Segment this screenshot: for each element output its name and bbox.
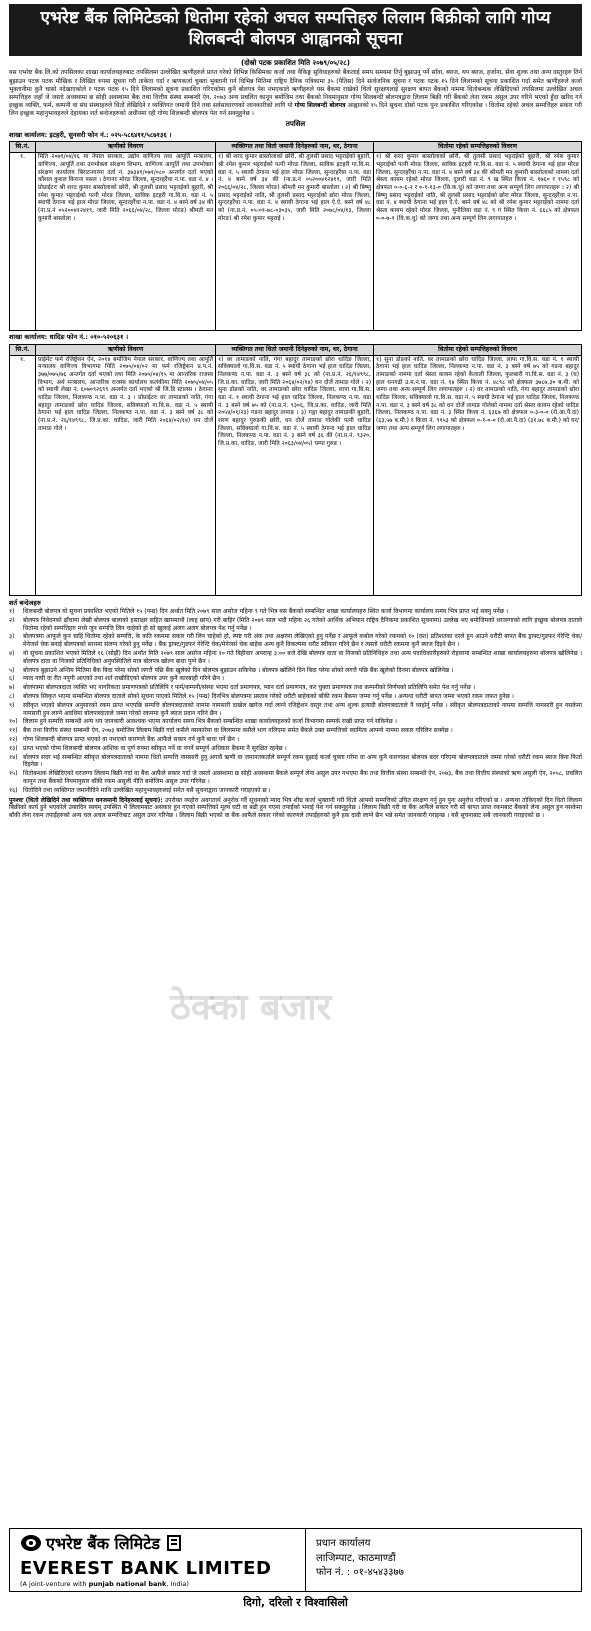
head-office-phone: फोन नं. : ०१-४५४३३७७ <box>316 1567 404 1578</box>
header-property: धितोमा रहेको सम्पत्तिहरुको विवरण <box>374 344 582 355</box>
condition-text: स्वीकृत भएको बोलपत्र अनुसारको रकम प्राप्त भएपछि सम्पत्ति बोलपत्रदाताको नाममा नामसारी दाखेल खारेज गर्दा लाग्ने रजिष्ट्रेशन दस्तुर तथा अन्य शुल्क इत्यादी बोलपत्रदाताले नै व्यहोर्नु पर्नेछ । स्वीकृत बोलपत्रदाताको नाममा सम्पत्ति नामसारी हुन नसकेमा नामसारी हुन लाग्ने अवधिमा बोलपत्रदाताले जम्मा गरेको रकममा कुनै ब्याज प्रदान गरिने छैन । <box>23 701 582 717</box>
condition-number: १६) <box>9 786 18 794</box>
header-borrower: ऋणीको विवरण <box>36 142 216 153</box>
condition-item <box>9 608 582 616</box>
condition-text: लिलाम हुने सम्पत्ति सम्बन्धी अन्य थप जानकारी आवश्यक भएमा कार्यालय समय भित्र बैंकको सम्बन्धित शाखा कार्यालयहरुको कर्जा विभागमा सम्पर्क राखी प्राप्त गर्न सकिनेछ । <box>23 718 397 726</box>
bank-name-nepali: एभरेष्ट बैंक लिमिटेड <box>46 1534 160 1554</box>
intro-bold-notice: गोप्य शिलबन्दी बोलपत्र <box>294 101 346 109</box>
condition-item <box>9 667 582 675</box>
borrower-details: मिति २०७९/०४/१६ मा नेपाल सरकार, उद्योग वाणिज्य तथा आपूर्ति मन्त्रालय, वाणिज्य, आपूर्ति तथा उपभोक्ता संरक्षण विभाग, वाणिज्य आपूर्ति तथा उपभोक्ता संरक्षण कार्यालय बिराटनगरमा दर्ता नं. ३७३४१/०७१/०८० अन्तर्गत दर्ता भएको कौशल कुशल किराना पसल । ठेगानाः मोरङ जिल्ला, सुन्दरहरैंचा न.पा. वडा नं. ४ । प्रोप्राईटरः श्री शरद कुमार बास्तोलाको छोरी, श्री तुलसी प्रसाद भट्टराईको बुहारी, श्री रमेश कुमार भट्टराईको पत्नी मोरङ जिल्ला, साविक इटहरी गा.वि.स. वडा नं. ५ स्थायी ठेगाना भई हाल मोरङ जिल्ला, सुन्दरहरैंचा न.पा. वडा नं. ४ बस्ने वर्ष ३४ की (ना.प्र.नं ०५२००४१२४१९, जारी मिति २०६६/०४/२८, जिल्ला मोरङ) श्रीमती मन कुमारी बास्तोला । <box>36 153 216 331</box>
header-property: धितोमा रहेको सम्पत्तिहरुको विवरण <box>374 142 582 153</box>
condition-number: १५) <box>9 770 18 778</box>
table-header-row <box>10 142 582 153</box>
condition-item <box>9 702 582 718</box>
condition-number: १३) <box>9 744 18 752</box>
property-table-dhading <box>9 344 582 596</box>
table-row <box>10 355 582 595</box>
condition-item <box>9 770 582 786</box>
head-office-info <box>306 1529 581 1591</box>
condition-item <box>9 787 582 795</box>
condition-number: ७) <box>9 684 15 692</box>
branch-office-line-dhading: शाखा कार्यालय: धादिङ फोन नं.: ०१०-५२०६३१ । <box>9 333 129 342</box>
condition-number: १) <box>9 608 15 616</box>
property-details: १) श्री शरद कुमार बास्तोलाको छोरी, श्री तुलसी प्रसाद भट्टराईको बुहारी, श्री रमेश कुमार भट्टराईको पत्नी मोरङ जिल्ला, साविक इटहरी गा.वि.स. वडा नं. ५ स्थायी ठेगाना भई हाल मोरङ जिल्ला, सुन्दरहरैंचा न.पा. वडा नं. ४ बस्ने वर्ष ३४ की श्रीमती मन कुमारी बास्तोलाको नाममा दर्ता श्रेस्ता कायम रहेको मोरङ जिल्ला, दुलारी वडा नं. ९ ख स्थित कित्ता नं. १७६० र १५९८ को क्षेत्रफल ०-०-६-२ र ०-१-१३-० (वि.क.धु) को जग्गा तथा अन्य सम्पूर्ण लिग लगापातहरु । २) श्री बिष्णु प्रसाद भट्टराईको नाति, श्री तुलसी प्रसाद भट्टराईको छोरा मोरङ जिल्ला, सुन्दरहरैंचा न.पा. वडा नं. ४ स्थायी ठेगाना भई हाल ऐ.ऐ. बस्ने वर्ष ४८ को श्री रमेश कुमार भट्टराईको नाममा दर्ता श्रेस्ता कायम रहेको मोरङ जिल्ला, मुनौलिया वडा नं. ९ ग स्थित कित्ता नं. ६६८५ को क्षेत्रफल ०-०-७-१ (वि.क.धु) को जग्गा तथा अन्य सम्पूर्ण लिग लगापातहरु । <box>374 153 582 331</box>
condition-item <box>9 754 582 770</box>
bank-logo-mark-icon <box>166 1534 182 1555</box>
condition-text: म्याद नाघी वा रीत नपुगी आएको तथा शर्त राखीदिएको बोलपत्र उपर कुनै कारबाही गरिने छैन । <box>23 675 225 683</box>
header-sn: सि.नं. <box>10 142 36 153</box>
conditions-list <box>9 608 582 795</box>
header-guarantor: व्यक्तिगत तथा धितो जमानी दिनेहरुको नाम, थर, ठेगाना <box>216 344 374 355</box>
condition-item <box>9 727 582 735</box>
condition-item <box>9 684 582 692</box>
header-borrower: ऋणीको विवरण <box>36 344 216 355</box>
table-row <box>10 153 582 331</box>
branch-office-line-itahari: शाखा कार्यालय: इटहरी, सुनसरी फोन नं.: ०२५-५८६४११/५८७१३६ । <box>9 130 172 139</box>
head-office-title: प्रधान कार्यालय <box>316 1538 371 1549</box>
condition-number: ४) <box>9 650 15 658</box>
bank-jv-line: (A joint-venture with punjab national bank, India) <box>20 1579 189 1588</box>
condition-text: यो सूचना प्रकाशित भएको मितिले १६ (सोह्रौं) दिन अर्थात मिति २०७९ साल असोज महिना १० गते बिहीवार अपरान्ह ३:०० बजे देखि बोलपत्र दाता वा निजको प्रतिनिधिहरु तथा अन्य पदाधिकारीहरुको रोहवरमा सम्बन्धित शाखा कार्यालयहरुमा बोलपत्र खोलिनेछ । बोलपत्र दाता वा निजको प्रतिनिधिको अनुपस्थितिले मात्र बोलपत्र खोल्न बाधा पुग्ने छैन । <box>23 650 582 665</box>
condition-item <box>9 675 582 683</box>
condition-text: शिलबन्दी बोलपत्र यो सूचना प्रकाशित भएको मितिले १५ (पन्ध्र) दिन अर्थात मिति २०७९ साल असोज महिना ९ गते भित्र यस बैंकको सम्बन्धित शाखा कार्यालयहरु स्थित कर्जा विभागमा कार्यालय समय भित्र प्राप्त भई सक्नु पर्नेछ । <box>23 608 509 616</box>
condition-number: १०) <box>9 718 18 726</box>
borrower-details: प्राईमेट फर्म रजिष्ट्रेशन ऐन, २०१४ बमोजिम नेपाल सरकार, वाणिज्य तथा आपूर्ति मन्त्रालय वाणिज्य विभागमा मिति २०७५/०४/०२ मा फर्म रजिष्ट्रेशन प्र.प.नं. ३७७/०७५/७६ अन्तर्गत दर्ता भएको तथा मिति २०७५/०४/१५ मा आन्तरिक राजस्व विभाग, अर्थ मन्त्रालय, आन्तरिक राजस्व कार्यालय कलंकीमा मिति २०७५/०४/०५ को स्थायी लेखा नं. ६०७०९२६९९ अन्तर्गत दर्ता भएको श्री जि.डि स्टालस । ठेगानाः धादिङ जिल्ला, निलकण्ठ न.पा. वडा नं. ३ । प्रोप्राईटरः वर तामाङको नाति, गंगा बहादुर तामाङको छोरा धादिङ जिल्ला, सविक्यालो गा.वि.स. वडा नं. ५ स्थायी ठेगाना भई हाल धादिङ जिल्ला, निलकण्ठ न.पा. वडा नं. ३ बस्ने वर्ष ३८ को (ना.प्र.नं. २६/१४९९८, जि.प्र.का. धादिङ, जारी मिति २०६४/०२/१४) धन दोर्जे तामाङ गोले । <box>36 355 216 595</box>
condition-item <box>9 736 582 744</box>
property-table-itahari <box>9 141 582 331</box>
bank-footer <box>9 1528 582 1592</box>
condition-text: प्राप्त भएको गोप्य शिलबन्दी बोलपत्र आंशिक वा पूर्ण रुपमा स्वीकृत गर्ने वा नगर्ने सम्पूर्ण अधिकार बैंकमा नै सुरक्षित रहनेछ । <box>23 744 287 752</box>
header-guarantor: व्यक्तिगत तथा धितो जमानी दिनेहरुको नाम, थर, ठेगाना <box>216 142 374 153</box>
bank-emblem-icon <box>20 1534 42 1555</box>
intro-text-2: आह्वानको १५ दिने सूचना दोस्रो पटक पुनः प्रकाशित गरिएकोछ । धितोमा रहेको अचल सम्पत्तिहरु सकार गरी लिन इच्छुक महानुभावहरुले देहायका शर्त बन्देजहरुको अधीनमा रही गोप्य शिलबन्दी बोलपत्र पेश गर्न सक्नुहुनेछ । <box>9 101 583 117</box>
condition-text: धितोदिने तथा व्यक्तिगत जमानीदिने माथि उल्लेखित महानुभावहरुलाई समेत यसै सूचनाद्वारा जानकारी गराइएको छ । <box>23 786 271 794</box>
row-sn: १. <box>10 153 36 331</box>
intro-text-1: यस एभरेष्ट बैंक लि.को तपसिलका शाखा कार्यालयहरुबाट तपसिलमा उल्लेखित ऋणीहरुले प्राप्त गरेको विभिन्न किसिमका कर्जा तथा वैकिङ्ग सुविधाहरुको बैंकलाई समय समयमा तिर्नु बुझाउनु पर्ने साँवा, ब्याज, थप ब्याज, हर्जाना, सेवा शुल्क तथा अन्य दस्तुरहरु तिर्न बुझाउन पटक पटक मौखिक र लिखित रुपमा सूचना गरी ताकेता गर्दा र ऋणकर्जा चुक्ता भुक्तानी गर्न विभिन्न मितिमा राष्ट्रिय दैनिक पत्रिकामा ३५ (पैतिस) दिने सार्वजनिक सूचना र पटक पटक १५ दिने लिलामको सूचना प्रकाशित गर्दा समेत ऋणीहरुले कर्जा भुक्तानीमा कुनै चासो नदेखाएकोले र पटक पटक १५ दिने लिलामको सूचना प्रकाशित गरिएकोमा कुनै बोलपत्र पेश नभएकाले ऋणीहरुले यस बैंकमा राखेको धितो सुरक्षणलाई सुरक्षण बापत बैंकको नाममा धितोबन्धक लेखिदिएको तपसिलमा उल्लेखित अचल सम्पत्तिहरु जहाँ जे जस्तो अवस्थामा छ सोही अवस्थामा बैंक तथा वित्तीय संस्था सम्बन्धी ऐन, २०७३ अन्य प्रचलित कानून बमोजिम तथा बैंकको नियमानुसार गोप्य शिलबन्दी बोलपत्रद्वारा लिलाम बिक्री गरी बैंकको लेना रकम असुल उपर गरिने भएको हुँदा खरिद गर्न इच्छुक व्यक्ति, फर्म, कम्पनी वा संघ संस्थाहरुले धितो लेखिदिने र व्यक्तिगत जमानी दिने तथा सर्वसाधारणको जानकारीको लागि यो <box>9 69 582 109</box>
condition-text: बोलपत्रमा आफूले कुन चाहिं धितोमा रहेको सम्पत्ति, के कति रकममा सकार गरी लिन चाहेको हो, स्पष्ट गरी अंक तथा अक्षरमा लेखिएको हुनु पर्नेछ र आफूले कबोल गरेको रकमको १० (दश) प्रतिशतका दरले हुन आउने धरौटी बापत बैंक ड्राफ्ट/गुडफर गेरेन्टि चेक/मेनेजर्स चेक बनाई बोलपत्रको साथमा संलग्न गरेको हुनु पर्नेछ । बैंक ड्राफ्ट/गुडफर गेरेन्टि चेक/मेनेजर्स चेक बाहेक अन्य कुनै विकल्पमा धरौट स्वीकार गरिने छैन र त्यस्तो धरौटी रकममा कुनै ब्याज दिइने छैन । <box>23 633 582 649</box>
row-sn: १. <box>10 355 36 595</box>
condition-item <box>9 650 582 666</box>
condition-number: ३) <box>9 633 15 641</box>
bank-logo <box>10 1529 306 1591</box>
head-office-address: लाजिम्पाट, काठमाण्डौं <box>316 1552 396 1564</box>
condition-item <box>9 718 582 726</box>
condition-number: ५) <box>9 666 15 674</box>
note-label: पुनश्चः (धितो लेखिदिने तथा व्यक्तिगत धनजमानी दिनेहरुलाई सूचना): <box>9 796 163 804</box>
note-text: उपरोक्त व्यहोरा अवगतार्थ अनुरोध गर्दै सूचनाको म्याद भित्र शीघ्र कर्जा भुक्तानी गरी धितो आफ्नो सम्पत्तिको उचित संरक्षण गर्नु हुन पुनः अनुरोध गरिएको छ । अन्यथा तोकिएको दिन धितो लिलाम बिक्रीको कार्य हुने भएकोले उक्तदिन स्वयम् उपस्थित भै लिलामबाट असकार हुन गएको सम्पत्तिको मूल्य घटी वा बढी हुन गएमा तपाईंको भनाई पेश गर्न सक्नुहुनेछ । लिलाम बिक्री गरी वा बैंक आफैंले सकार गरी सो बापत प्राप्त रकमबाट बैंकको लेना असुल हुन नसकेमा बाँकी लेना रकम तपाईंहरुको अन्य चल अचल सम्पत्तिबाट असुल उपर गरिनेछ । लिलाम बिक्री भएको वा बैंक आफैंले सकार गरेको कारणले तपाईंहरुको कुनै हक दावी लाग्ने छैन भन्ने समेत जानकारी गराइन्छ । यसै सूचनाबाट सबै जानकारी गराइएको छ । <box>9 796 582 820</box>
conditions-heading: शर्त बन्देजहरु <box>9 598 41 607</box>
header-sn: सि.नं. <box>10 344 36 355</box>
condition-number: ११) <box>9 727 18 735</box>
condition-item <box>9 745 582 753</box>
condition-number: १२) <box>9 735 18 743</box>
condition-text: धितोबन्धक लेखिदिएको धरजग्गा लिलाम बिक्री गर्दा वा बैंक आफैंले सकार गर्दा जे जस्तो अवस्थामा छ सोही अवस्थामा बैंकले सम्पूर्ण लेना असुल उपर नभएमा बैंक तथा वित्तीय संस्था सम्बन्धी ऐन, २०७३, बैंक तथा वित्तीय संस्थाको ऋण असुली ऐन, २०५८, प्रचलित कानून तथा बैंकको नियमानुसार बाँकी रकम असुली नीति बमोजिम असुल उपर गरिनेछ । <box>23 770 582 785</box>
condition-text: बोलपत्र निवेदनको ढाँचामा लेखी बोलपत्र बालाको हस्ताक्षर सहित खाममाथी (लाह छाप) गरी बाहिर (मिति २०७९ साल भदौ महिना २६ गतेको आर्थिक अभियान राष्ट्रिय दैनिकमा प्रकाशित सूचनामा) उल्लेख भए बमोजिमको धरजग्गाको लागि इच्छुक बोलपत्र दाताले धितोमा रहेको सम्पत्तिहरु मध्ये जुन सम्पत्ति लिन चाहेको हो सो खुलाई अलग अलग बोलपत्र पेश गर्नु पर्नेछ । <box>23 616 582 632</box>
notice-title <box>9 4 582 56</box>
condition-text: बोलपत्र सदर भई सम्बन्धित स्वीकृत बोलपत्रदाताको नाममा धितो सम्पत्ति नामसारी हुनु अगावै ऋणी वा जमानतकर्ताले सम्पूर्ण रकम बुझाई कर्जा चुक्ता गरेमा वा अन्य कुनै कारणवश बोलपत्र बदर गरिएमा बोलपत्रदाताले जम्मा गरेको धरौटी रकम ब्याज बिना फिर्ता दिइनेछ । <box>23 753 582 769</box>
title-line-1: एभरेष्ट बैंक लिमिटेडको धितोमा रहेको अचल सम्पत्तिहरु लिलाम बिक्रीको लागि गोप्य <box>40 8 551 28</box>
guarantor-details: १) श्री शरद कुमार बास्तोलाको छोरी, श्री तुलसी प्रसाद भट्टराईको बुहारी, श्री रमेश कुमार भट्टराईको पत्नी मोरङ जिल्ला, साविक इटहरी गा.वि.स. वडा नं. ५ स्थायी ठेगाना भई हाल मोरङ जिल्ला, सुन्दरहरैंचा न.पा. वडा नं. ४ बस्ने वर्ष ३४ की (ना.प्र.नं ०५२००४१२४१९, जारी मिति २०६६/०४/२८, जिल्ला मोरङ) श्रीमती मन कुमारी बास्तोला । २) श्री बिष्णु प्रसाद भट्टराईको नाति, श्री तुलसी प्रसाद भट्टराईको छोरा मोरङ जिल्ला, सुन्दरहरैंचा न.पा. वडा नं. ४ स्थायी ठेगाना भई हाल ऐ.ऐ. बस्ने वर्ष ४८ को (ना.प्र.नं. ०५-०१-७८-०३०३५, जारी मिति २०७८/०४/१३, जिल्ला मोरङ) श्री रमेश कुमार भट्टराई । <box>216 153 374 331</box>
bank-tagline: दिगो, दरिलो र विश्वासिलो <box>243 1596 348 1609</box>
condition-item <box>9 633 582 649</box>
bank-name-english: EVEREST BANK LIMITED <box>20 1557 272 1579</box>
condition-text: गोप्य शिलबन्दी बोलपत्र प्राप्त भएको वा नभएको कारणले बैंक आफैंले सकार गर्न कुनै बाधा पर्ने छैन । <box>23 735 240 743</box>
condition-number: ८) <box>9 693 15 700</box>
condition-text: बोलपत्र स्विकृत भएमा सम्बन्धित बोलपत्र दाताले सोको सूचना पाएको मितिले १५ (पन्ध्र) दिनभित्र बोलपत्रमा प्रस्ताव गरेको धरौटी बाहेकको बाँकी रकम बैंकमा जम्मा गर्नु पर्नेछ । अन्यथा धरौटी बापत जम्मा भएको रकम जफत हुनेछ । <box>23 693 514 700</box>
postscript-note <box>9 797 582 821</box>
condition-text: बोलपत्र बुझाउने अन्तिम मितिमा बैंक बिदा परेमा सोको लगत्तै पछि बैंक खुलेको दिन बोलपत्र बुझाउन सकिनेछ । बोलपत्र खोलिने दिन बिदा परेमा सोको लगत्तै पछि बैंक खुलेको दिनमा बोलपत्र खोलिनेछ । <box>23 666 454 674</box>
publish-date: (दोस्रो पटक प्रकाशित मिति २०७९/०५/२८) <box>241 58 350 67</box>
condition-text: बैंक तथा वित्तीय संस्था सम्बन्धी ऐन, २०७३ बमोजिम लिलाम बिक्री गर्दा कसैले नसकारेमा वा लिलाममा कसैले भाग नलिएमा समेत बैंकले उक्त सम्पत्तिको स्वामित्व आफ्नो नाममा सकार गरिलिन सक्नेछ । <box>23 727 453 735</box>
condition-number: ६) <box>9 675 15 683</box>
property-details: १) सुना डोङको नाति, वर तामाङको छोरा धादिङ जिल्ला, लापा गा.वि.स. वडा नं. १ स्थायी ठेगाना भई हाल धादिङ जिल्ला, निलकण्ठ न.पा. वडा नं. ३ बस्ने वर्ष ७५ को गडना बहादुर तामाङको नाममा दर्ता श्रेस्ता कायम रहेको कैलाली जिल्ला, फुलबारी गा.वि.स. वडा नं. ३ (घ) हाल धनगढी उ.म.न.पा. वडा नं. १४ स्थित कित्ता नं. ४८९८ को क्षेत्रफल ३७८७.३० ब.मी. को जग्गा तथा अन्य सम्पूर्ण लिग लगापातहरु । २) वर तामाङको नाति, गंगा बहादुर तामाङको छोरा धादिङ जिल्ला, सविक्यालो गा.वि.स. वडा नं. ५ स्थायी ठेगाना भई हाल धादिङ जिल्ला, निलकण्ठ न.पा. वडा नं. ३ बस्ने वर्ष ३८ को धन दोर्जे तामाङ गोलेको नाममा दर्ता श्रेस्ता कायम रहेको धादिङ जिल्ला, निलकण्ठ न.पा. वडा नं. ३ स्थित कित्ता नं. ६३६७ को क्षेत्रफल ०-३-०-० (रो.आ.पै.दा) (६३.५७ ब.मी.) र कित्ता नं. ९१५३ को क्षेत्रफल ०-१-०-० (रो.आ.पै.दा) (३१.७८ ब.मी.) को घर/जग्गा तथा अन्य सम्पूर्ण लिग लगापातहरु । <box>374 355 582 595</box>
condition-item <box>9 693 582 701</box>
condition-item <box>9 617 582 633</box>
table-header-row <box>10 344 582 355</box>
tapsil-heading: तपसिल <box>285 120 306 129</box>
condition-number: ९) <box>9 701 15 709</box>
watermark-logo: ठेक्का बजार <box>170 987 332 1028</box>
guarantor-details: १) वर तामाङको नाति, गंगा बहादुर तामाङको छोरा धादिङ जिल्ला, सविक्यालो गा.वि.स. वडा नं. ५ स्थायी ठेगाना भई हाल धादिङ जिल्ला, निलकण्ठ न.पा. वडा नं. ३ बस्ने वर्ष ३८ को (ना.प्र.नं. २६/१४९९८, जि.प्र.का. धादिङ, जारी मिति २०६४/०२/१४) धन दोर्जे तामाङ गोले । २) सुना डोङको नाति, वर तामाङको छोरा धादिङ जिल्ला, लापा गा.वि.स. वडा नं. १ स्थायी ठेगाना भई हाल धादिङ जिल्ला, निलकण्ठ न.पा. वडा नं. ३ बस्ने वर्ष ७५ को (ना.प्र.नं. ९३०६, जि.प्र.का. धादिङ, जारी मिति २०५४/०१/२३) गडना बहादुर तामाङ । ३) गङ्गा बहादुर तामाङकी बुहारी, शरण बहादुर गुरुङकी छोरी, धन दोर्जे तामाङ गोलेकी पत्नी धादिङ जिल्ला, सविक्यालो गा.वि.स. वडा नं. ५ स्थायी ठेगाना भई हाल धादिङ जिल्ला, निलकण्ठ न.पा. वडा नं. ३ बस्ने वर्ष ३६ की (ना.प्र.नं. ९३२०, जि.प्र.का. धादिङ, जारी मिति २०६३/०४/०५) चम्पा गुरुङ । <box>216 355 374 595</box>
condition-number: १४) <box>9 753 18 761</box>
condition-text: बोलपत्रमा बोलपत्रदाता व्यक्ति भए नागरिकता प्रमाणपत्रको प्रतिलिपि र फर्म/कम्पनी/संस्था भएमा दर्ता प्रमाणपत्र, प्यान दर्ता प्रमाणपत्र, कर चुक्ता प्रमाणपत्र तथा कम्पनीको निर्णयको प्रतिलिपि समेत पेश गर्नु पर्नेछ । <box>23 684 476 692</box>
intro-paragraph <box>9 69 582 118</box>
condition-number: २) <box>9 616 15 624</box>
title-line-2: शिलबन्दी बोलपत्र आह्वानको सूचना <box>188 29 403 50</box>
